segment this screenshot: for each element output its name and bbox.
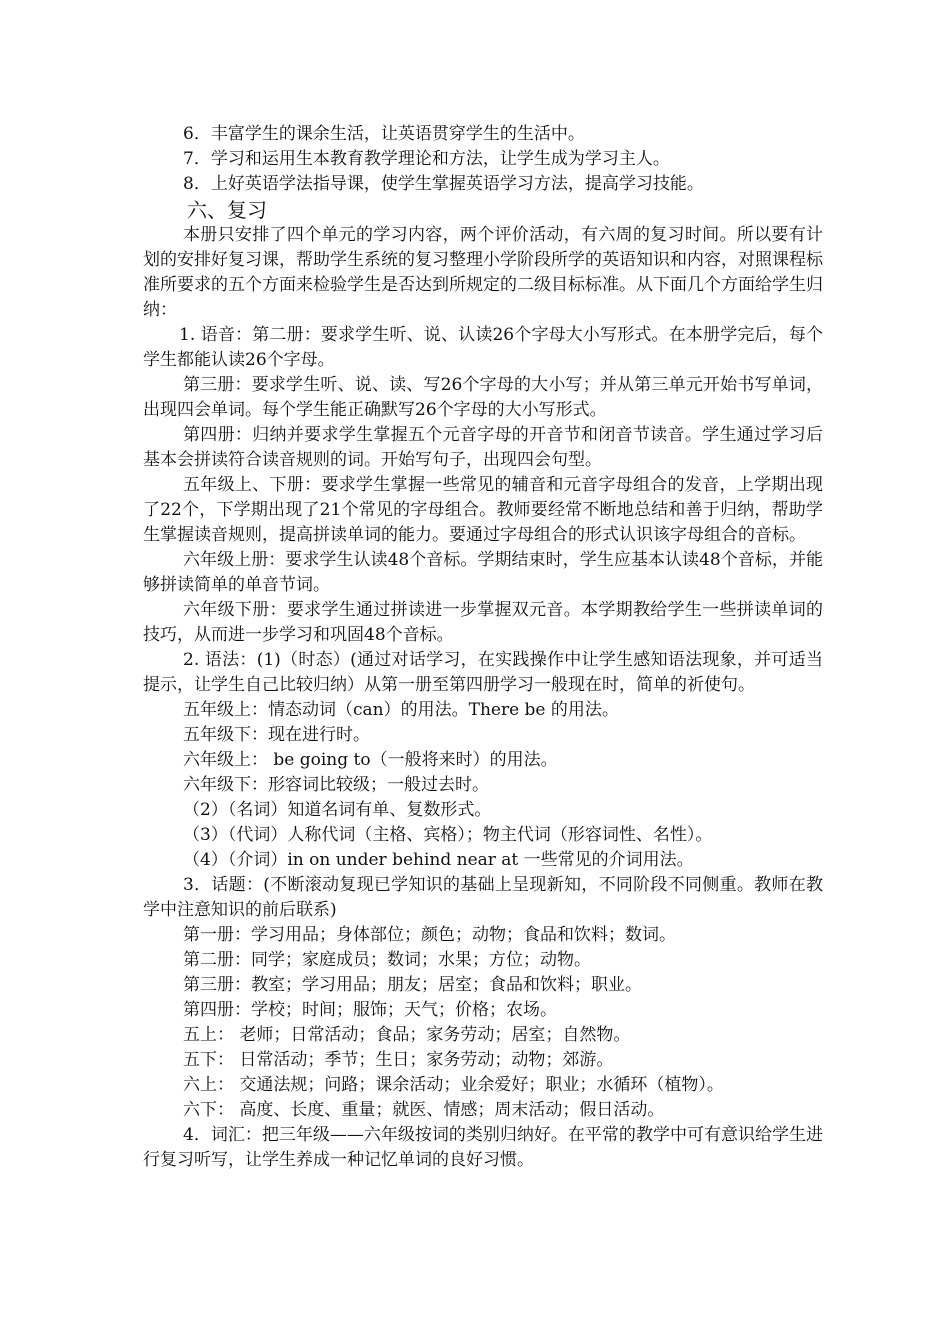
body-paragraph: 第三册：教室；学习用品；朋友；居室；食品和饮料；职业。	[183, 975, 642, 995]
body-paragraph: 6．丰富学生的课余生活，让英语贯穿学生的生活中。	[183, 124, 585, 144]
body-paragraph: 第四册：学校；时间；服饰；天气；价格；农场。	[183, 1000, 557, 1020]
body-paragraph: 六年级下册：要求学生通过拼读进一步掌握双元音。本学期教给学生一些拼读单词的技巧，从而进一步学习和巩固48个音标。	[143, 600, 823, 645]
body-paragraph: 1. 语音：第二册：要求学生听、说、认读26个字母大小写形式。在本册学完后，每个学生都能认读26个字母。	[143, 325, 823, 370]
body-paragraph: （3）（代词）人称代词（主格、宾格）；物主代词（形容词性、名性）。	[183, 825, 713, 845]
body-paragraph: 六年级下：形容词比较级；一般过去时。	[183, 775, 489, 795]
body-paragraph: 六年级上： be going to（一般将来时）的用法。	[183, 750, 558, 770]
document-body	[143, 122, 823, 1173]
section-heading: 六、复习	[187, 198, 267, 222]
body-paragraph: 六年级上册：要求学生认读48个音标。学期结束时，学生应基本认读48个音标，并能够拼读简单的单音节词。	[143, 550, 823, 595]
body-paragraph: 2. 语法：(1)（时态）(通过对话学习，在实践操作中让学生感知语法现象，并可适当提示，让学生自己比较归纳）从第一册至第四册学习一般现在时，简单的祈使句。	[143, 650, 823, 695]
body-paragraph: 3．话题：(不断滚动复现已学知识的基础上呈现新知，不同阶段不同侧重。教师在教学中注意知识的前后联系)	[143, 875, 823, 920]
body-paragraph: 五年级上：情态动词（can）的用法。There be 的用法。	[183, 700, 619, 720]
body-paragraph: 五年级上、下册：要求学生掌握一些常见的辅音和元音字母组合的发音，上学期出现了22个，下学期出现了21个常见的字母组合。教师要经常不断地总结和善于归纳，帮助学生掌握读音规则，提高拼读单词的能力。要通过字母组合的形式认识该字母组合的音标。	[143, 475, 823, 545]
body-paragraph: 7．学习和运用生本教育教学理论和方法，让学生成为学习主人。	[183, 149, 670, 169]
body-paragraph: 五下： 日常活动；季节；生日；家务劳动；动物；郊游。	[183, 1050, 614, 1070]
body-paragraph: 五上： 老师；日常活动；食品；家务劳动；居室；自然物。	[183, 1025, 631, 1045]
body-paragraph: 8．上好英语学法指导课，使学生掌握英语学习方法，提高学习技能。	[183, 174, 704, 194]
body-paragraph: 本册只安排了四个单元的学习内容，两个评价活动，有六周的复习时间。所以要有计划的安排好复习课，帮助学生系统的复习整理小学阶段所学的英语知识和内容，对照课程标准所要求的五个方面来检验学生是否达到所规定的二级目标标准。从下面几个方面给学生归纳：	[143, 225, 823, 320]
body-paragraph: （2）（名词）知道名词有单、复数形式。	[183, 800, 492, 820]
body-paragraph: 五年级下：现在进行时。	[183, 725, 370, 745]
body-paragraph: 第二册：同学；家庭成员；数词；水果；方位；动物。	[183, 950, 591, 970]
body-paragraph: 第一册：学习用品；身体部位；颜色；动物；食品和饮料；数词。	[183, 925, 676, 945]
body-paragraph: （4）（介词）in on under behind near at 一些常见的介词用法。	[183, 850, 694, 870]
body-paragraph: 4．词汇：把三年级——六年级按词的类别归纳好。在平常的教学中可有意识给学生进行复习听写，让学生养成一种记忆单词的良好习惯。	[143, 1125, 823, 1170]
body-paragraph: 六上： 交通法规；问路；课余活动；业余爱好；职业；水循环（植物）。	[183, 1075, 724, 1095]
body-paragraph: 第四册：归纳并要求学生掌握五个元音字母的开音节和闭音节读音。学生通过学习后基本会拼读符合读音规则的词。开始写句子，出现四会句型。	[143, 425, 823, 470]
body-paragraph: 六下： 高度、长度、重量；就医、情感；周末活动；假日活动。	[183, 1100, 665, 1120]
body-paragraph: 第三册：要求学生听、说、读、写26个字母的大小写；并从第三单元开始书写单词，出现四会单词。每个学生能正确默写26个字母的大小写形式。	[143, 375, 823, 420]
